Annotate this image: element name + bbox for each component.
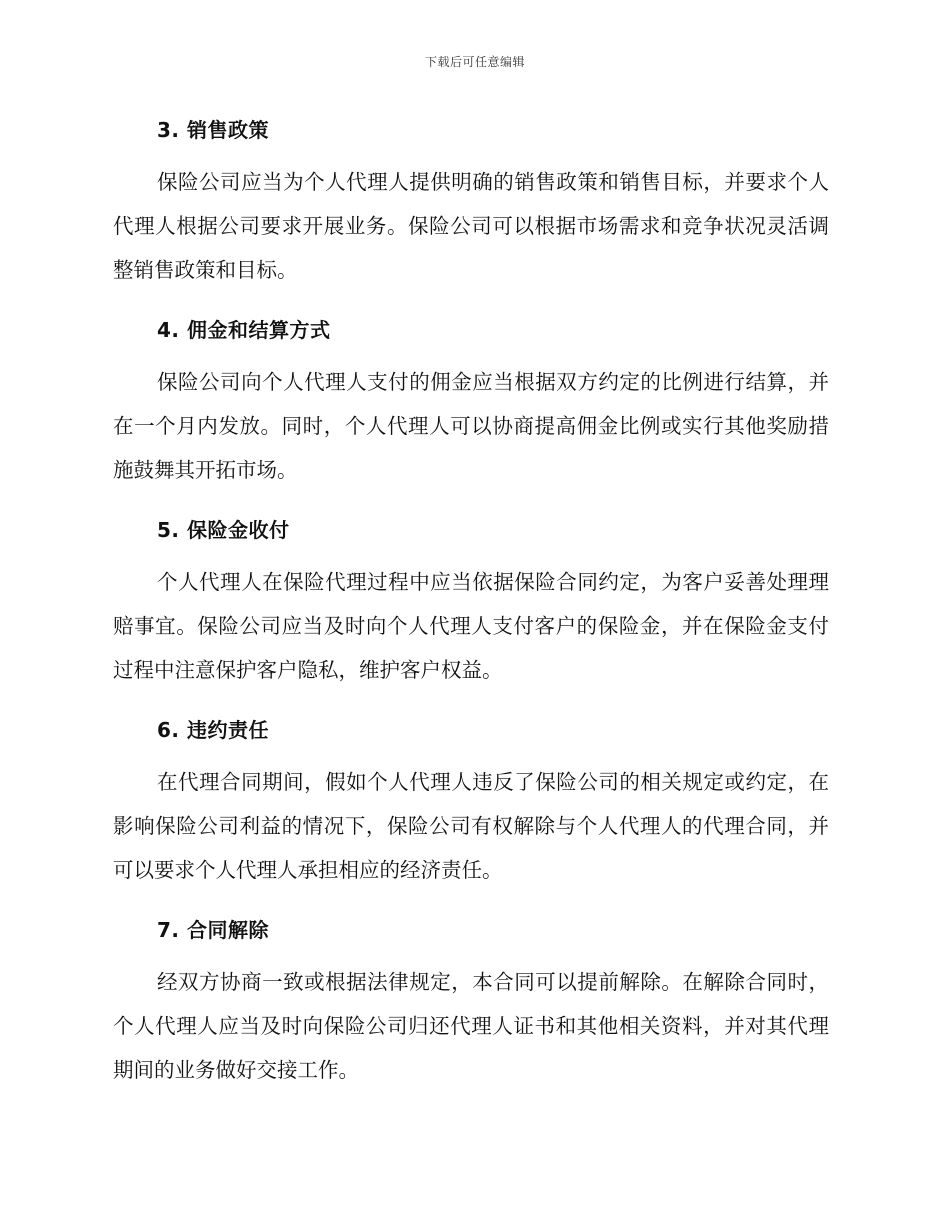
section-paragraph: 经双方协商一致或根据法律规定，本合同可以提前解除。在解除合同时，个人代理人应当及时向保险公司归还代理人证书和其他相关资料，并对其代理期间的业务做好交接工作。 [113,970,829,1082]
section-paragraph: 在代理合同期间，假如个人代理人违反了保险公司的相关规定或约定，在影响保险公司利益的情况下，保险公司有权解除与个人代理人的代理合同，并可以要求个人代理人承担相应的经济责任。 [113,770,829,882]
section-paragraph: 个人代理人在保险代理过程中应当依据保险合同约定，为客户妥善处理理赔事宜。保险公司应当及时向个人代理人支付客户的保险金，并在保险金支付过程中注意保护客户隐私，维护客户权益。 [113,570,829,682]
section-heading: 5. 保险金收付 [157,518,290,542]
document-content [113,112,829,1112]
section-paragraph: 保险公司向个人代理人支付的佣金应当根据双方约定的比例进行结算，并在一个月内发放。同时，个人代理人可以协商提高佣金比例或实行其他奖励措施鼓舞其开拓市场。 [113,370,829,482]
section-3 [113,112,829,292]
section-7 [113,912,829,1092]
section-4 [113,312,829,492]
page-header: 下载后可任意编辑 [424,55,525,69]
section-5 [113,512,829,692]
section-paragraph: 保险公司应当为个人代理人提供明确的销售政策和销售目标，并要求个人代理人根据公司要求开展业务。保险公司可以根据市场需求和竞争状况灵活调整销售政策和目标。 [113,170,829,282]
section-heading: 7. 合同解除 [157,918,269,942]
section-6 [113,712,829,892]
section-heading: 3. 销售政策 [157,118,269,142]
section-heading: 4. 佣金和结算方式 [157,318,331,342]
section-heading: 6. 违约责任 [157,718,269,742]
